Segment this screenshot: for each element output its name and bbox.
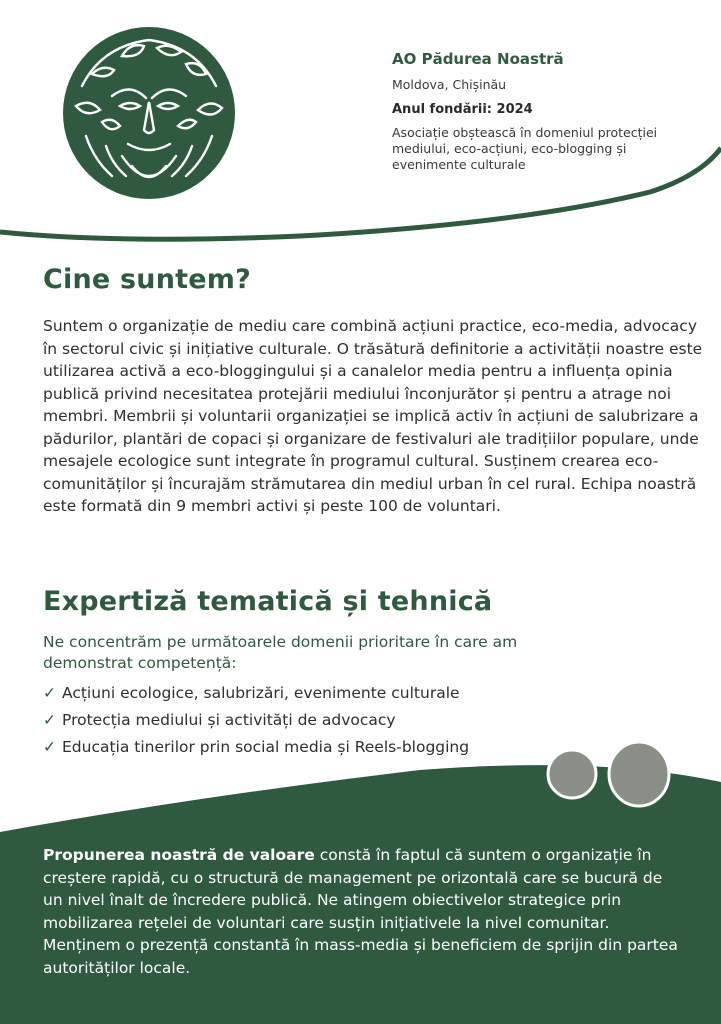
expertise-intro: Ne concentrăm pe următoarele domenii prioritare în care am demonstrat competență:: [43, 633, 518, 672]
value-lead: Propunerea noastră de valoare: [43, 846, 315, 864]
list-item: ✓ Educația tinerilor prin social media și Reels-blogging: [43, 738, 470, 756]
check-icon: ✓: [43, 711, 56, 729]
check-icon: ✓: [43, 684, 56, 702]
org-description: Asociație obștească în domeniul protecției mediului, eco-acțiuni, eco-blogging și evenimente culturale: [392, 125, 658, 172]
list-item: ✓ Protecția mediului și activități de advocacy: [43, 711, 396, 729]
about-title: Cine suntem?: [43, 264, 251, 295]
about-text: Suntem o organizație de mediu care combină acțiuni practice, eco-media, advocacy în sectorul civic și inițiative culturale. O trăsătură definitorie a activității noastre este utilizarea activă a eco-bloggingului și a canalelor media pentru a influența opinia publică privind necesitatea protejării mediului înconjurător și pentru a atrage noi membri. Membrii și voluntarii organizației se implică activ în acțiuni de salubrizare a pădurilor, plantări de copaci și organizare de festivaluri ale tradițiilor populare, unde mesajele ecologice sunt integrate în programul cultural. Susținem crearea eco-comunităților și încurajăm strămutarea din mediul urban în cel rural. Echipa noastră este formată din 9 membri activi și peste 100 de voluntari.: [43, 317, 703, 515]
value-body: constă în faptul că suntem o organizație în creștere rapidă, cu o structură de management pe orizontală care se bucură de un nivel înalt de încredere publică. Ne atingem obiectivelor strategice prin mobilizarea rețelei de voluntari care susțin inițiativele la nivel comunitar. Menținem o prezență constantă în mass-media și beneficiem de sprijin din partea autorităților locale.: [43, 846, 678, 977]
check-icon: ✓: [43, 738, 56, 756]
header-divider-curve: [0, 140, 721, 250]
org-name: AO Pădurea Noastră: [392, 50, 564, 68]
org-location: Moldova, Chișinău: [392, 77, 507, 92]
founding-year: Anul fondării: 2024: [392, 102, 533, 117]
list-item: ✓ Acțiuni ecologice, salubrizări, evenimente culturale: [43, 684, 460, 702]
stone-large-icon: [609, 742, 669, 806]
stone-small-icon: [548, 750, 596, 798]
expertise-title: Expertiză tematică și tehnică: [43, 586, 493, 617]
value-proposition: [43, 844, 683, 979]
